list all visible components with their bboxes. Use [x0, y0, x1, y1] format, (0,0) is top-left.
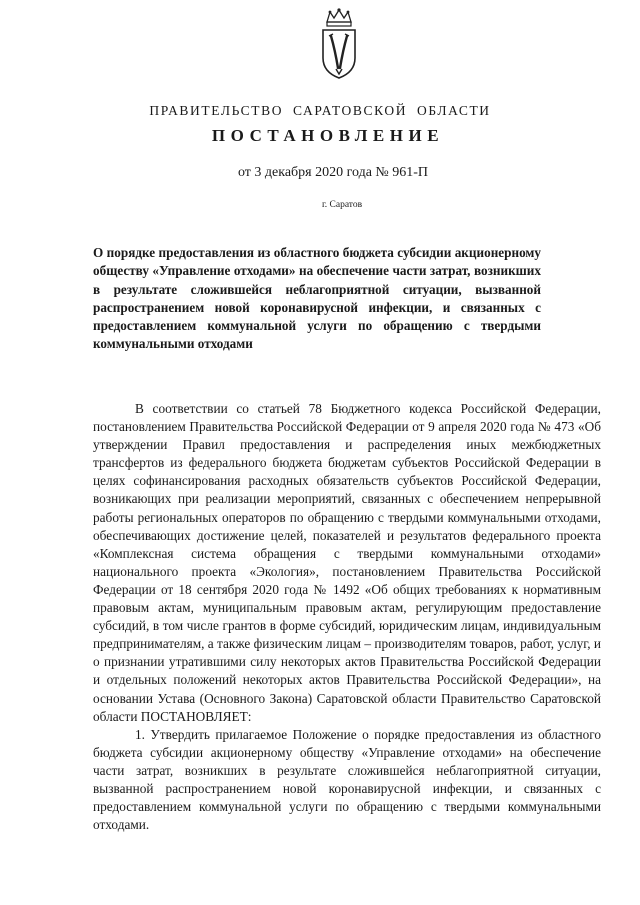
resolution-body [93, 400, 601, 834]
document-type: ПОСТАНОВЛЕНИЕ [211, 126, 445, 145]
coat-of-arms-icon [318, 8, 360, 80]
date-and-number: от 3 декабря 2020 года № 961-П [237, 165, 429, 180]
resolution-heading: О порядке предоставления из областного бюджета субсидии акционерному обществу «Управление отходами» на обеспечение части затрат, возникших в результате сложившейся неблагоприятной ситуации, вызванной распространением новой коронавирусной инфекции, и связанных с предоставлением коммунальной услуги по обращению с твердыми коммунальными отходами [93, 245, 541, 352]
city-name: г. Саратов [321, 200, 363, 210]
government-name: ПРАВИТЕЛЬСТВО САРАТОВСКОЙ ОБЛАСТИ [149, 103, 491, 118]
item-1-paragraph: 1. Утвердить прилагаемое Положение о порядке предоставления из областного бюджета субсидии акционерному обществу «Управление отходами» на обеспечение части затрат, возникших в результате сложившейся неблагоприятной ситуации, вызванной распространением новой коронавирусной инфекции, и связанных с предоставлением коммунальной услуги по обращению с твердыми коммунальными отходами. [93, 726, 601, 833]
preamble-paragraph: В соответствии со статьей 78 Бюджетного кодекса Российской Федерации, постановлением Правительства Российской Федерации от 9 апреля 2020 года № 473 «Об утверждении Правил предоставления и распределения иных межбюджетных трансфертов из федерального бюджета бюджетам субъектов Российской Федерации в целях софинансирования расходных обязательств субъектов Российской Федерации, возникающих при реализации мероприятий, связанных с обеспечением непрерывной работы региональных операторов по обращению с твердыми коммунальными отходами, обеспечивающих достижение целей, показателей и результатов федерального проекта «Комплексная система обращения с твердыми коммунальными отходами» национального проекта «Экология», постановлением Правительства Российской Федерации от 18 сентября 2020 года № 1492 «Об общих требованиях к нормативным правовым актам, муниципальным правовым актам, регулирующим предоставление субсидий, в том числе грантов в форме субсидий, юридическим лицам, индивидуальным предпринимателям, а также физическим лицам – производителям товаров, работ, услуг, и о признании утратившими силу некоторых актов Правительства Российской Федерации и отдельных положений некоторых актов Правительства Российской Федерации», на основании Устава (Основного Закона) Саратовской области Правительство Саратовской области ПОСТАНОВЛЯЕТ: [93, 401, 601, 724]
